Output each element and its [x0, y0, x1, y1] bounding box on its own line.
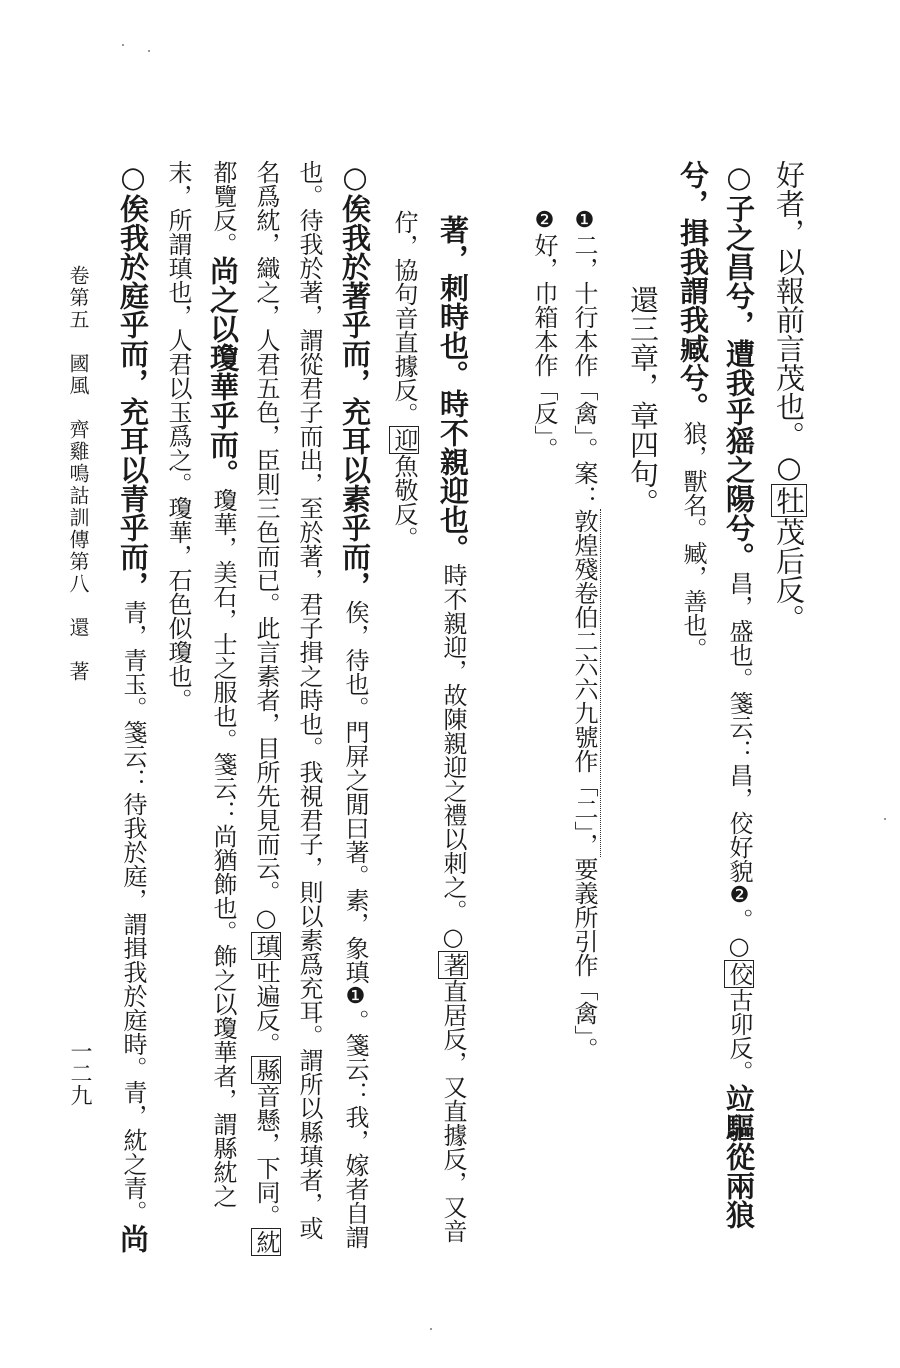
col11-boxed-char-c: 紞: [252, 1230, 280, 1254]
col11-text-b: 吐遍反。: [252, 960, 280, 1056]
running-title: [68, 265, 88, 683]
col2-boxed-char: 佼: [725, 962, 753, 986]
col2-verse-b: 竝驅從兩狼: [722, 1084, 756, 1229]
text-column-8: [436, 215, 470, 1243]
col12-text-b: 瓊華，美石，士之服也。箋云：尚猶飾也。飾之以瓊華者，謂縣紞之: [209, 488, 237, 1208]
col11-boxed-char-a: 瑱: [252, 934, 280, 958]
text-column-3: [676, 160, 710, 661]
text-column-4: [626, 285, 660, 517]
col2-verse: ○子之昌兮，遭我乎猺之陽兮。: [722, 160, 756, 571]
col11-text-c: 音懸，下同。: [252, 1084, 280, 1228]
col3-verse: 兮，揖我謂我臧兮。: [676, 160, 710, 421]
col1-text-a: 好者，以報前言茂也。○: [772, 160, 806, 484]
col2-commentary-a: 昌，盛也。箋云：昌，佼好貌: [725, 571, 753, 883]
col2-note-marker: ❷: [727, 883, 752, 908]
col8-boxed-char: 著: [439, 953, 467, 977]
scan-speck: [430, 1328, 432, 1330]
col14-verse-b: 尚: [116, 1224, 150, 1253]
col3-commentary: 狼，獸名。臧，善也。: [679, 421, 707, 661]
col2-commentary-c: 古卯反。: [725, 988, 753, 1084]
footnote-1-text-a: 二，十行本作「禽」。案：: [570, 233, 598, 509]
col1-boxed-char: 牡: [772, 486, 806, 515]
col11-boxed-char-b: 縣: [252, 1058, 280, 1082]
footnote-2-marker: ❷: [532, 208, 557, 233]
col13-text: 末，所謂瑱也，人君以玉爲之。瓊華，石色似瓊也。: [164, 160, 192, 712]
col8-commentary-b: 直居反，又直據反，又音: [439, 979, 467, 1243]
text-column-12: [206, 160, 240, 1208]
chapter-count: 還三章，章四句。: [626, 285, 660, 517]
footnote-1-text-c: 要義所引作「禽」。: [570, 857, 598, 1061]
footnote-1: [572, 208, 596, 1061]
text-column-10: [297, 160, 321, 1240]
text-column-7: [392, 210, 416, 550]
col7-text-a: 佇，協句音直據反。: [390, 210, 418, 426]
footnote-1-text-b: 敦煌殘卷伯二六六九號作「二」，: [570, 509, 601, 857]
col14-verse: ○俟我於庭乎而，充耳以青乎而，: [116, 160, 150, 600]
col9-commentary-b: 。箋云：我，嫁者自謂: [341, 1009, 369, 1249]
col2-commentary-b: 。○: [725, 908, 753, 960]
text-column-9: [338, 160, 372, 1249]
scan-speck: [148, 50, 150, 52]
text-column-1: [772, 160, 806, 633]
page-number: [68, 1040, 90, 1106]
col11-text-a: 名爲紞，織之，人君五色，臣則三色而已。此言素者，目所先見而云。○: [252, 160, 280, 932]
page-number-text: 一二九: [67, 1040, 92, 1106]
col1-text-b: 茂后反。: [772, 517, 806, 633]
col9-commentary-a: 俟，待也。門屏之閒曰著。素，象瑱: [341, 600, 369, 984]
scan-speck: [122, 44, 124, 46]
col8-preface: 著，刺時也。時不親迎也。: [436, 215, 470, 563]
col9-note-marker: ❶: [343, 984, 368, 1009]
col7-boxed-char: 迎: [390, 428, 418, 452]
col14-commentary: 青，青玉。箋云：待我於庭，謂揖我於庭時。青，紞之青。: [119, 600, 147, 1224]
scan-speck: [884, 818, 886, 820]
text-column-14: [116, 160, 150, 1253]
running-title-text: 卷第五 國風 齊雞鳴詁訓傳第八 還 著: [66, 265, 90, 683]
footnote-2-text: 好，巾箱本作「反」。: [530, 233, 558, 461]
col10-text: 也。待我於著，謂從君子而出，至於著，君子揖之時也。我視君子，則以素爲充耳。謂所以縣瑱者，或: [295, 160, 323, 1240]
footnote-1-marker: ❶: [572, 208, 597, 233]
col7-text-b: 魚敬反。: [390, 454, 418, 550]
text-column-2: [722, 160, 756, 1229]
col12-text-a: 都覽反。: [209, 160, 237, 256]
footnote-2: [532, 208, 556, 461]
col8-commentary-a: 時不親迎，故陳親迎之禮以刺之。○: [439, 563, 467, 951]
text-column-13: [166, 160, 190, 712]
col9-verse: ○俟我於著乎而，充耳以素乎而，: [338, 160, 372, 600]
text-column-11: [254, 160, 278, 1256]
col12-verse: 尚之以瓊華乎而。: [206, 256, 240, 488]
